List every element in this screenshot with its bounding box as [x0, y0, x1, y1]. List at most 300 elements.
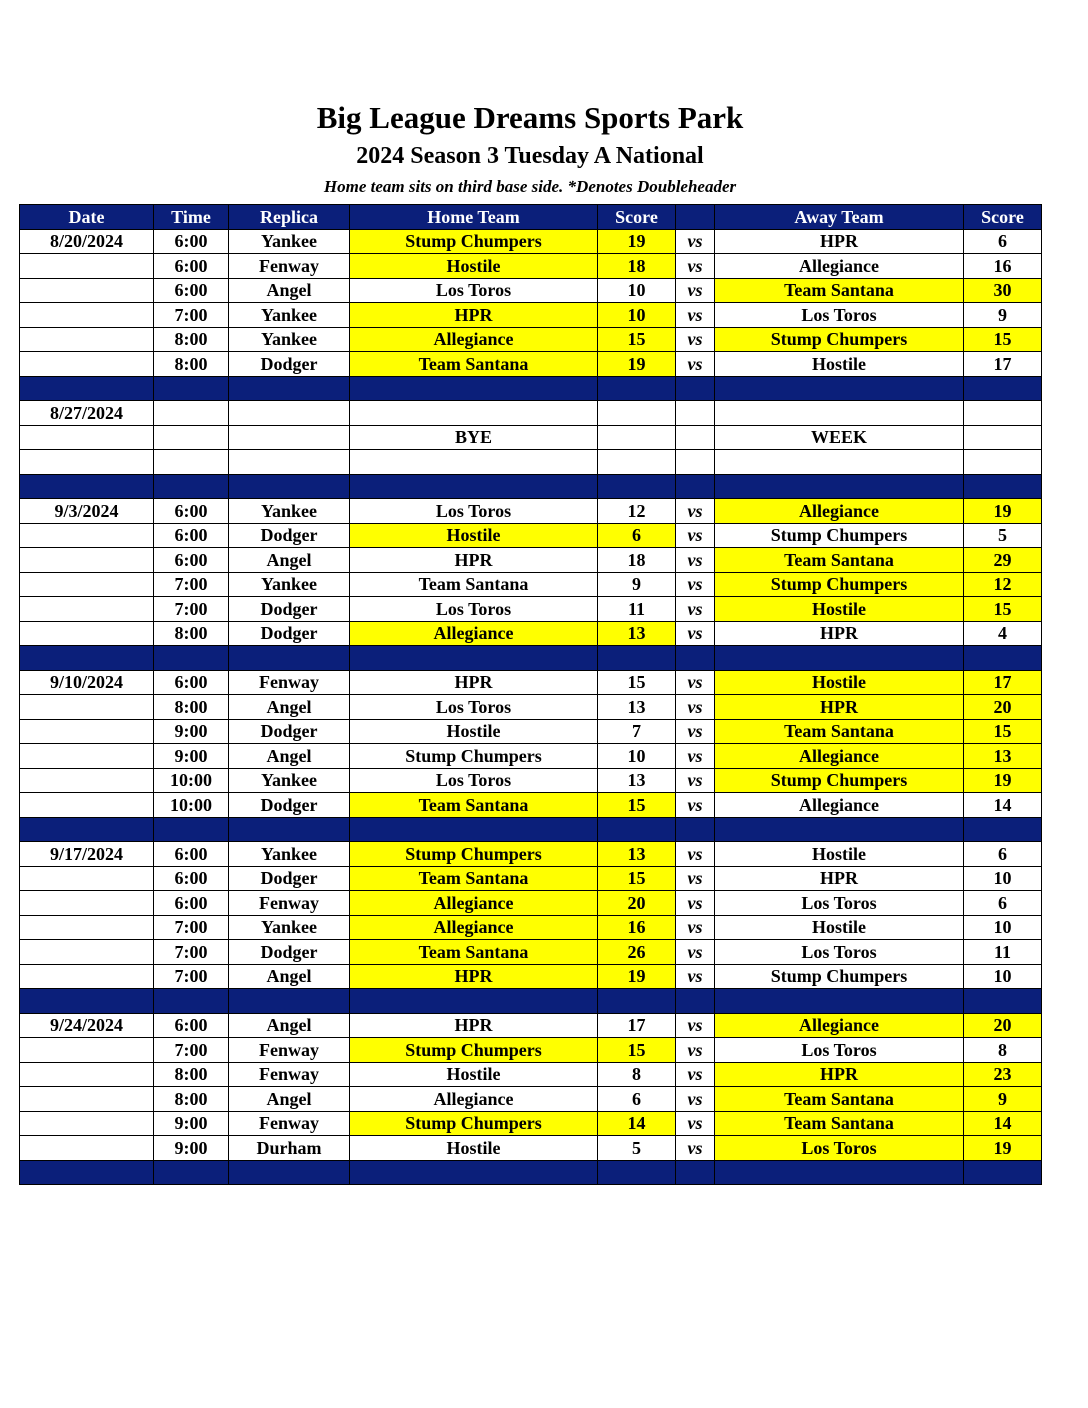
table-row [20, 1038, 1042, 1063]
separator-cell [229, 376, 350, 401]
cell-replica: Fenway [229, 891, 350, 916]
cell-away-score: 4 [964, 621, 1042, 646]
cell-home-score: 15 [598, 793, 676, 818]
table-row [20, 254, 1042, 279]
cell-home-team: BYE [350, 425, 598, 450]
cell-vs: vs [676, 278, 715, 303]
cell-vs: vs [676, 327, 715, 352]
cell-home-score: 5 [598, 1136, 676, 1161]
cell-home-score: 19 [598, 964, 676, 989]
table-row [20, 548, 1042, 573]
separator-cell [715, 817, 964, 842]
cell-home-score: 15 [598, 1038, 676, 1063]
cell-time: 7:00 [154, 964, 229, 989]
cell-away-score [964, 425, 1042, 450]
separator-row [20, 376, 1042, 401]
cell-replica: Angel [229, 548, 350, 573]
cell-home-team [350, 450, 598, 475]
separator-cell [598, 817, 676, 842]
separator-cell [598, 474, 676, 499]
table-row [20, 499, 1042, 524]
cell-replica: Yankee [229, 327, 350, 352]
cell-time: 6:00 [154, 523, 229, 548]
cell-vs: vs [676, 670, 715, 695]
cell-replica [229, 425, 350, 450]
cell-away-score: 9 [964, 303, 1042, 328]
separator-row [20, 817, 1042, 842]
cell-replica: Angel [229, 744, 350, 769]
cell-vs: vs [676, 891, 715, 916]
cell-time: 6:00 [154, 842, 229, 867]
cell-vs: vs [676, 842, 715, 867]
cell-date [20, 768, 154, 793]
cell-replica: Angel [229, 695, 350, 720]
cell-time: 6:00 [154, 866, 229, 891]
cell-away-score: 19 [964, 768, 1042, 793]
separator-cell [676, 474, 715, 499]
separator-cell [350, 989, 598, 1014]
header-home-team: Home Team [350, 205, 598, 230]
separator-cell [964, 989, 1042, 1014]
table-row [20, 229, 1042, 254]
separator-cell [154, 474, 229, 499]
cell-vs: vs [676, 597, 715, 622]
table-header-row [20, 205, 1042, 230]
cell-home-score: 18 [598, 254, 676, 279]
separator-cell [350, 474, 598, 499]
cell-vs: vs [676, 695, 715, 720]
table-row [20, 695, 1042, 720]
separator-cell [715, 989, 964, 1014]
cell-vs: vs [676, 303, 715, 328]
cell-away-team: HPR [715, 229, 964, 254]
cell-home-team: Team Santana [350, 352, 598, 377]
cell-vs: vs [676, 621, 715, 646]
separator-cell [229, 989, 350, 1014]
table-row [20, 450, 1042, 475]
cell-replica: Angel [229, 1013, 350, 1038]
cell-home-team: Hostile [350, 1136, 598, 1161]
header-away-team: Away Team [715, 205, 964, 230]
separator-cell [964, 817, 1042, 842]
cell-date [20, 1087, 154, 1112]
cell-away-team: Stump Chumpers [715, 572, 964, 597]
cell-home-score: 19 [598, 352, 676, 377]
cell-away-team: Team Santana [715, 719, 964, 744]
cell-time: 9:00 [154, 744, 229, 769]
cell-away-team [715, 401, 964, 426]
cell-home-team: Allegiance [350, 621, 598, 646]
cell-date [20, 695, 154, 720]
cell-home-score: 9 [598, 572, 676, 597]
cell-vs [676, 401, 715, 426]
cell-date [20, 450, 154, 475]
cell-home-score: 10 [598, 744, 676, 769]
cell-away-team [715, 450, 964, 475]
cell-home-score: 17 [598, 1013, 676, 1038]
cell-replica [229, 401, 350, 426]
cell-date [20, 744, 154, 769]
table-row [20, 327, 1042, 352]
cell-away-team: Stump Chumpers [715, 964, 964, 989]
cell-away-score: 20 [964, 695, 1042, 720]
cell-vs: vs [676, 1038, 715, 1063]
separator-cell [20, 1160, 154, 1185]
cell-away-team: Los Toros [715, 891, 964, 916]
cell-home-team: Allegiance [350, 1087, 598, 1112]
table-row [20, 278, 1042, 303]
cell-away-score: 15 [964, 597, 1042, 622]
cell-away-team: WEEK [715, 425, 964, 450]
cell-time: 6:00 [154, 278, 229, 303]
cell-home-team: Los Toros [350, 768, 598, 793]
cell-time: 6:00 [154, 548, 229, 573]
cell-home-team: Stump Chumpers [350, 744, 598, 769]
cell-away-team: Team Santana [715, 1087, 964, 1112]
cell-replica: Angel [229, 1087, 350, 1112]
cell-time: 8:00 [154, 327, 229, 352]
cell-time: 8:00 [154, 695, 229, 720]
cell-date [20, 915, 154, 940]
cell-date [20, 891, 154, 916]
cell-away-score: 15 [964, 719, 1042, 744]
cell-time: 6:00 [154, 229, 229, 254]
cell-home-score: 15 [598, 866, 676, 891]
cell-home-team: Team Santana [350, 940, 598, 965]
cell-home-score: 13 [598, 695, 676, 720]
cell-away-team: Allegiance [715, 254, 964, 279]
cell-vs: vs [676, 1013, 715, 1038]
cell-home-score: 20 [598, 891, 676, 916]
separator-cell [676, 817, 715, 842]
cell-home-score: 10 [598, 303, 676, 328]
cell-time: 6:00 [154, 891, 229, 916]
cell-away-score: 17 [964, 670, 1042, 695]
page-title: Big League Dreams Sports Park [316, 100, 744, 135]
table-row [20, 940, 1042, 965]
cell-away-team: Allegiance [715, 1013, 964, 1038]
table-row [20, 401, 1042, 426]
cell-date [20, 523, 154, 548]
table-row [20, 303, 1042, 328]
cell-away-score: 12 [964, 572, 1042, 597]
cell-replica: Dodger [229, 621, 350, 646]
cell-home-team: Hostile [350, 254, 598, 279]
page-subtitle: 2024 Season 3 Tuesday A National [356, 143, 704, 169]
separator-cell [715, 646, 964, 671]
cell-vs: vs [676, 229, 715, 254]
cell-date [20, 327, 154, 352]
schedule-table [19, 204, 1042, 1185]
cell-time: 8:00 [154, 621, 229, 646]
cell-home-team: HPR [350, 964, 598, 989]
cell-away-score: 20 [964, 1013, 1042, 1038]
cell-away-team: Los Toros [715, 303, 964, 328]
cell-replica: Fenway [229, 254, 350, 279]
cell-time: 8:00 [154, 1087, 229, 1112]
table-row [20, 891, 1042, 916]
cell-date [20, 621, 154, 646]
table-row [20, 1087, 1042, 1112]
table-row [20, 1136, 1042, 1161]
cell-away-score: 13 [964, 744, 1042, 769]
cell-time [154, 450, 229, 475]
cell-date [20, 719, 154, 744]
table-row [20, 866, 1042, 891]
cell-vs: vs [676, 523, 715, 548]
cell-date [20, 1038, 154, 1063]
cell-date [20, 254, 154, 279]
table-row [20, 572, 1042, 597]
cell-home-team: Stump Chumpers [350, 1111, 598, 1136]
cell-home-score: 14 [598, 1111, 676, 1136]
cell-home-team: Los Toros [350, 278, 598, 303]
separator-cell [229, 1160, 350, 1185]
table-row [20, 425, 1042, 450]
separator-cell [154, 646, 229, 671]
separator-cell [598, 376, 676, 401]
cell-home-score: 12 [598, 499, 676, 524]
cell-replica: Dodger [229, 597, 350, 622]
cell-away-team: Stump Chumpers [715, 327, 964, 352]
cell-away-team: Allegiance [715, 499, 964, 524]
cell-away-team: Los Toros [715, 1038, 964, 1063]
cell-home-team: Team Santana [350, 793, 598, 818]
cell-vs: vs [676, 768, 715, 793]
separator-cell [20, 817, 154, 842]
cell-home-team: Stump Chumpers [350, 842, 598, 867]
separator-cell [229, 474, 350, 499]
table-row [20, 597, 1042, 622]
cell-vs: vs [676, 352, 715, 377]
cell-date: 9/3/2024 [20, 499, 154, 524]
separator-cell [20, 646, 154, 671]
cell-replica: Angel [229, 278, 350, 303]
cell-away-team: Hostile [715, 597, 964, 622]
cell-time: 10:00 [154, 793, 229, 818]
cell-away-team: Hostile [715, 352, 964, 377]
cell-home-score [598, 425, 676, 450]
cell-time: 7:00 [154, 597, 229, 622]
cell-home-team: HPR [350, 670, 598, 695]
cell-home-score: 6 [598, 523, 676, 548]
table-row [20, 744, 1042, 769]
table-row [20, 719, 1042, 744]
cell-away-team: Team Santana [715, 278, 964, 303]
cell-replica: Yankee [229, 229, 350, 254]
cell-time: 7:00 [154, 940, 229, 965]
cell-time: 6:00 [154, 670, 229, 695]
cell-replica: Dodger [229, 523, 350, 548]
header-date: Date [20, 205, 154, 230]
cell-home-score: 15 [598, 670, 676, 695]
cell-replica: Yankee [229, 303, 350, 328]
cell-home-team: HPR [350, 1013, 598, 1038]
cell-home-score: 13 [598, 842, 676, 867]
cell-home-team: Hostile [350, 523, 598, 548]
cell-date [20, 1062, 154, 1087]
separator-cell [715, 376, 964, 401]
cell-away-team: Hostile [715, 915, 964, 940]
cell-time: 8:00 [154, 1062, 229, 1087]
cell-away-team: Hostile [715, 670, 964, 695]
separator-row [20, 989, 1042, 1014]
cell-vs: vs [676, 915, 715, 940]
cell-home-score [598, 450, 676, 475]
cell-vs: vs [676, 719, 715, 744]
cell-away-team: HPR [715, 695, 964, 720]
separator-row [20, 1160, 1042, 1185]
cell-away-score: 11 [964, 940, 1042, 965]
table-row [20, 523, 1042, 548]
separator-cell [964, 376, 1042, 401]
cell-home-score: 8 [598, 1062, 676, 1087]
cell-home-team: Allegiance [350, 327, 598, 352]
cell-away-score: 19 [964, 499, 1042, 524]
separator-cell [20, 989, 154, 1014]
cell-away-score: 30 [964, 278, 1042, 303]
cell-date: 9/17/2024 [20, 842, 154, 867]
cell-date: 9/24/2024 [20, 1013, 154, 1038]
table-row [20, 352, 1042, 377]
cell-home-score: 26 [598, 940, 676, 965]
separator-cell [676, 1160, 715, 1185]
cell-time: 7:00 [154, 572, 229, 597]
separator-cell [20, 376, 154, 401]
cell-date [20, 548, 154, 573]
table-row [20, 793, 1042, 818]
cell-home-team: Los Toros [350, 499, 598, 524]
separator-cell [715, 1160, 964, 1185]
table-row [20, 621, 1042, 646]
cell-date: 9/10/2024 [20, 670, 154, 695]
cell-time: 9:00 [154, 719, 229, 744]
cell-home-score: 18 [598, 548, 676, 573]
cell-home-team: Hostile [350, 719, 598, 744]
separator-cell [229, 646, 350, 671]
table-row [20, 670, 1042, 695]
cell-date [20, 303, 154, 328]
separator-cell [676, 376, 715, 401]
cell-time: 7:00 [154, 915, 229, 940]
cell-away-team: Allegiance [715, 744, 964, 769]
cell-away-score: 19 [964, 1136, 1042, 1161]
cell-home-team: Los Toros [350, 695, 598, 720]
cell-home-team: Los Toros [350, 597, 598, 622]
cell-away-team: Stump Chumpers [715, 523, 964, 548]
cell-away-score: 14 [964, 793, 1042, 818]
cell-home-team: HPR [350, 548, 598, 573]
cell-date [20, 866, 154, 891]
table-row [20, 768, 1042, 793]
cell-home-score: 6 [598, 1087, 676, 1112]
cell-time: 9:00 [154, 1111, 229, 1136]
cell-replica: Fenway [229, 1111, 350, 1136]
cell-vs: vs [676, 1087, 715, 1112]
cell-away-team: Stump Chumpers [715, 768, 964, 793]
cell-home-team [350, 401, 598, 426]
cell-replica: Yankee [229, 915, 350, 940]
cell-away-score: 16 [964, 254, 1042, 279]
cell-away-score: 6 [964, 229, 1042, 254]
header-away-score: Score [964, 205, 1042, 230]
cell-replica: Dodger [229, 352, 350, 377]
cell-date [20, 964, 154, 989]
cell-date [20, 1111, 154, 1136]
header-time: Time [154, 205, 229, 230]
cell-replica: Yankee [229, 842, 350, 867]
cell-date [20, 572, 154, 597]
separator-cell [20, 474, 154, 499]
cell-home-score: 11 [598, 597, 676, 622]
cell-vs: vs [676, 1111, 715, 1136]
table-row [20, 1062, 1042, 1087]
separator-cell [154, 817, 229, 842]
cell-vs: vs [676, 1062, 715, 1087]
cell-vs: vs [676, 499, 715, 524]
cell-time [154, 425, 229, 450]
cell-home-score: 10 [598, 278, 676, 303]
separator-cell [964, 474, 1042, 499]
cell-home-score: 16 [598, 915, 676, 940]
separator-cell [598, 646, 676, 671]
cell-away-team: Los Toros [715, 940, 964, 965]
cell-replica: Dodger [229, 866, 350, 891]
cell-away-score: 6 [964, 891, 1042, 916]
cell-replica: Angel [229, 964, 350, 989]
cell-vs: vs [676, 254, 715, 279]
cell-home-team: HPR [350, 303, 598, 328]
cell-vs: vs [676, 548, 715, 573]
cell-away-score: 17 [964, 352, 1042, 377]
cell-replica: Dodger [229, 793, 350, 818]
separator-cell [676, 646, 715, 671]
cell-home-team: Allegiance [350, 891, 598, 916]
cell-home-score: 7 [598, 719, 676, 744]
cell-vs: vs [676, 866, 715, 891]
header-home-score: Score [598, 205, 676, 230]
cell-replica: Durham [229, 1136, 350, 1161]
table-row [20, 964, 1042, 989]
cell-home-score: 13 [598, 621, 676, 646]
cell-away-score: 10 [964, 866, 1042, 891]
cell-vs: vs [676, 744, 715, 769]
header-vs [676, 205, 715, 230]
cell-away-score: 10 [964, 964, 1042, 989]
cell-away-score [964, 450, 1042, 475]
cell-replica: Dodger [229, 719, 350, 744]
cell-away-score: 9 [964, 1087, 1042, 1112]
cell-home-score: 13 [598, 768, 676, 793]
cell-vs: vs [676, 1136, 715, 1161]
cell-home-score: 19 [598, 229, 676, 254]
cell-away-team: Team Santana [715, 1111, 964, 1136]
separator-cell [154, 1160, 229, 1185]
table-row [20, 1111, 1042, 1136]
cell-replica: Fenway [229, 1038, 350, 1063]
cell-vs: vs [676, 964, 715, 989]
schedule-note: Home team sits on third base side. *Denotes Doubleheader [323, 177, 737, 196]
separator-cell [154, 376, 229, 401]
cell-vs: vs [676, 572, 715, 597]
table-row [20, 1013, 1042, 1038]
separator-cell [598, 989, 676, 1014]
cell-home-team: Hostile [350, 1062, 598, 1087]
cell-vs [676, 450, 715, 475]
cell-away-team: HPR [715, 866, 964, 891]
cell-home-team: Team Santana [350, 866, 598, 891]
cell-replica: Fenway [229, 1062, 350, 1087]
